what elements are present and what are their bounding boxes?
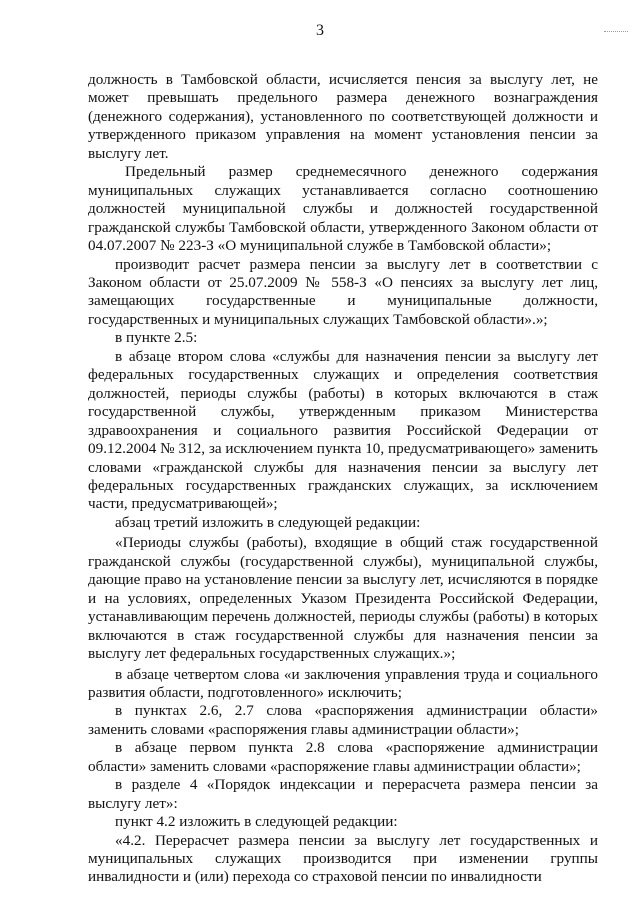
paragraph: производит расчет размера пенсии за выслугу лет в соответствии с Законом области от 25.07.2009 № 558-З «О пенсиях за выслугу лет лиц, замещающих государственные и муниципальные должности, государственных и муниципальных служащих Тамбовской области».»; <box>88 255 598 328</box>
paragraph: должность в Тамбовской области, исчисляется пенсия за выслугу лет, не может превышать предельного размера денежного вознаграждения (денежного содержания), установленного по соответствующей должности и утвержденного приказом управления на момент установления пенсии за выслугу лет. <box>88 71 598 162</box>
paragraph: пункт 4.2 изложить в следующей редакции: <box>115 813 398 831</box>
paragraph: в разделе 4 «Порядок индексации и перерасчета размера пенсии за выслугу лет»: <box>88 776 598 812</box>
paragraph: в пунктах 2.6, 2.7 слова «распоряжения администрации области» заменить словами «распоряжения главы администрации области»; <box>88 702 598 738</box>
paragraph: в абзаце четвертом слова «и заключения управления труда и социального развития области, подготовленного» исключить; <box>88 665 598 701</box>
paragraph: в абзаце первом пункта 2.8 слова «распоряжение администрации области» заменить словами «распоряжение главы администрации области»; <box>88 739 598 775</box>
paragraph: «Периоды службы (работы), входящие в общий стаж государственной гражданской службы (государственной службы), муниципальной службы, дающие право на установление пенсии за выслугу лет, исчисляются в порядке и на условиях, определенных Указом Президента Российской Федерации, устанавливающим перечень должностей, периоды службы (работы) в которых включаются в стаж государственной службы для назначения пенсии за выслугу лет федеральных государственных служащих.»; <box>88 534 598 663</box>
paragraph: в пункте 2.5: <box>115 329 198 347</box>
page-number: 3 <box>316 22 324 39</box>
corner-mark <box>604 31 628 32</box>
document-body <box>88 71 598 887</box>
paragraph: абзац третий изложить в следующей редакции: <box>115 513 421 531</box>
paragraph: «4.2. Перерасчет размера пенсии за выслугу лет государственных и муниципальных служащих производится при изменении группы инвалидности и (или) перехода со страховой пенсии по инвалидности <box>88 831 598 886</box>
paragraph: Предельный размер среднемесячного денежного содержания муниципальных служащих устанавливается согласно соотношению должностей муниципальной службы и должностей государственной гражданской службы Тамбовской области, утвержденного Законом области от 04.07.2007 № 223-З «О муниципальной службе в Тамбовской области»; <box>88 163 598 255</box>
paragraph: в абзаце втором слова «службы для назначения пенсии за выслугу лет федеральных государственных служащих и определения соответствия должностей, периоды службы (работы) в которых включаются в стаж государственной службы, утвержденным приказом Министерства здравоохранения и социального развития Российской Федерации от 09.12.2004 № 312, за исключением пункта 10, предусматривающего» заменить словами «гражданской службы для назначения пенсии за выслугу лет федеральных государственных гражданских служащих, за исключением части, предусматривающей»; <box>88 347 598 513</box>
